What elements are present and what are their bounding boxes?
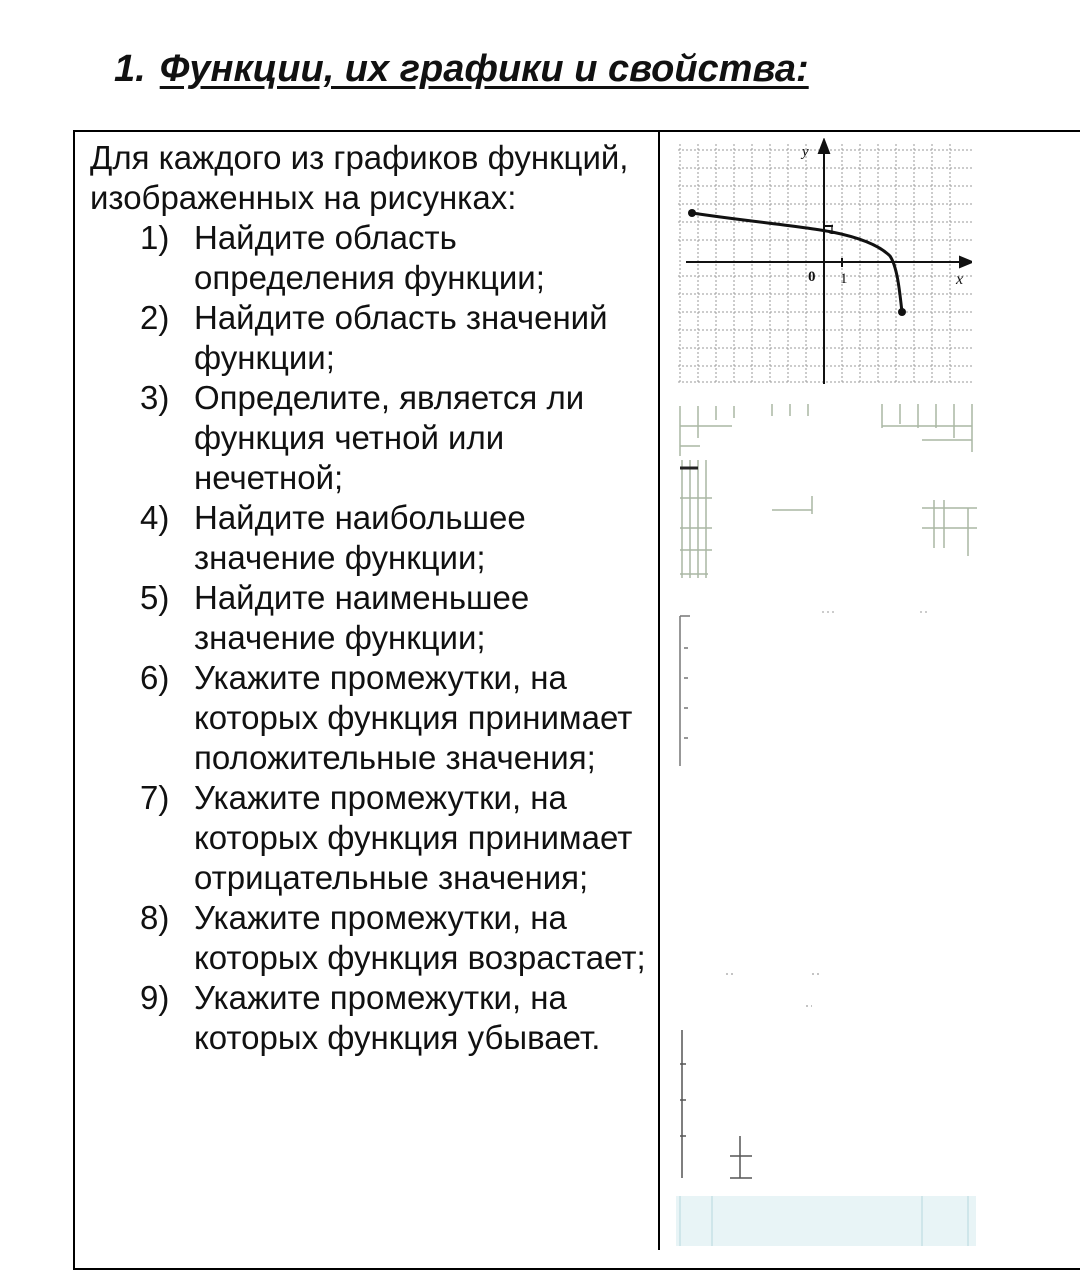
- y-unit-label: 1: [828, 222, 836, 238]
- list-item: 9) Укажите промежутки, на которых функция убывает.: [140, 979, 601, 1056]
- list-item: 1) Найдите область определения функции;: [140, 219, 545, 296]
- y-axis-label: y: [802, 144, 809, 160]
- faded-graph-middle: [672, 600, 982, 780]
- heading-title: Функции, их графики и свойства:: [159, 48, 809, 90]
- table-column-divider: [658, 130, 660, 1250]
- list-item: 4) Найдите наибольшее значение функции;: [140, 499, 526, 576]
- task-list: [90, 218, 650, 1058]
- list-item: 2) Найдите область значений функции;: [140, 299, 608, 376]
- list-item: 8) Укажите промежутки, на которых функция возрастает;: [140, 899, 646, 976]
- curve-end-point: [898, 308, 906, 316]
- task-intro: Для каждого из графиков функций, изображенных на рисунках:: [90, 139, 629, 216]
- faded-graph-top: [672, 398, 982, 598]
- x-axis-label: x: [956, 271, 964, 288]
- task-text-cell: [90, 138, 650, 1058]
- curve-start-point: [688, 209, 696, 217]
- heading-number: 1.: [114, 48, 146, 90]
- x-axis-arrow-icon: [960, 257, 972, 267]
- x-unit-label: 1: [840, 271, 848, 287]
- list-item: 3) Определите, является ли функция четной или нечетной;: [140, 379, 585, 496]
- faded-graph-bottom: [672, 960, 982, 1249]
- page-heading: [114, 48, 809, 91]
- function-graph: [672, 138, 972, 386]
- list-item: 5) Найдите наименьшее значение функции;: [140, 579, 530, 656]
- origin-label: 0: [808, 269, 816, 285]
- list-item: 7) Укажите промежутки, на которых функция принимает отрицательные значения;: [140, 779, 633, 896]
- y-axis-arrow-icon: [819, 140, 829, 153]
- list-item: 6) Укажите промежутки, на которых функция принимает положительные значения;: [140, 659, 633, 776]
